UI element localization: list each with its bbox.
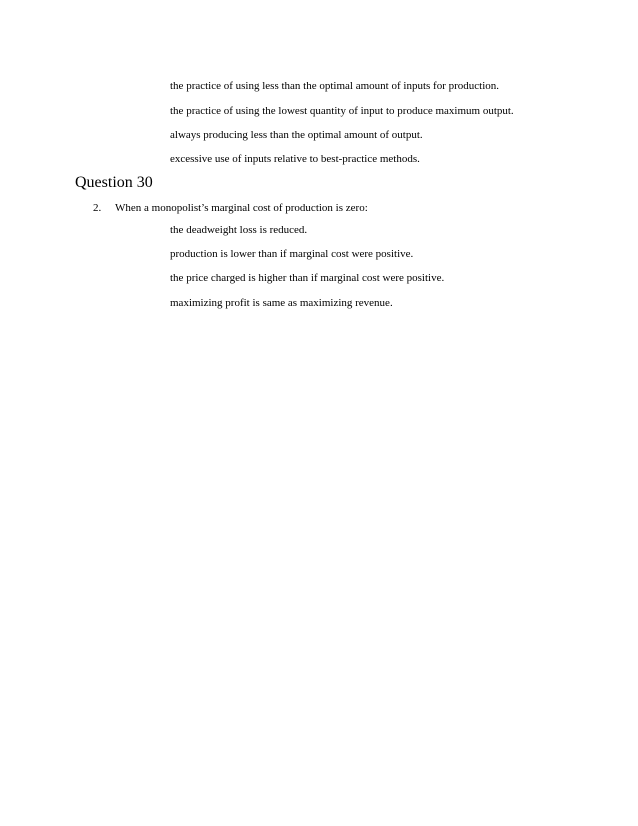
answer-option: the practice of using the lowest quantity of input to produce maximum output.	[170, 105, 514, 117]
answer-option: the deadweight loss is reduced.	[170, 224, 308, 236]
answer-option: production is lower than if marginal cost were positive.	[170, 248, 414, 260]
question-number: 2.	[93, 202, 102, 214]
answer-option: excessive use of inputs relative to best-practice methods.	[170, 153, 420, 165]
answer-option: the practice of using less than the optimal amount of inputs for production.	[170, 80, 500, 92]
question-text: When a monopolist’s marginal cost of production is zero:	[115, 202, 368, 214]
question-stem	[93, 201, 368, 215]
answer-option: maximizing profit is same as maximizing revenue.	[170, 297, 393, 309]
answer-option: always producing less than the optimal amount of output.	[170, 129, 423, 141]
question-heading: Question 30	[75, 174, 153, 191]
answer-option: the price charged is higher than if marginal cost were positive.	[170, 272, 445, 284]
